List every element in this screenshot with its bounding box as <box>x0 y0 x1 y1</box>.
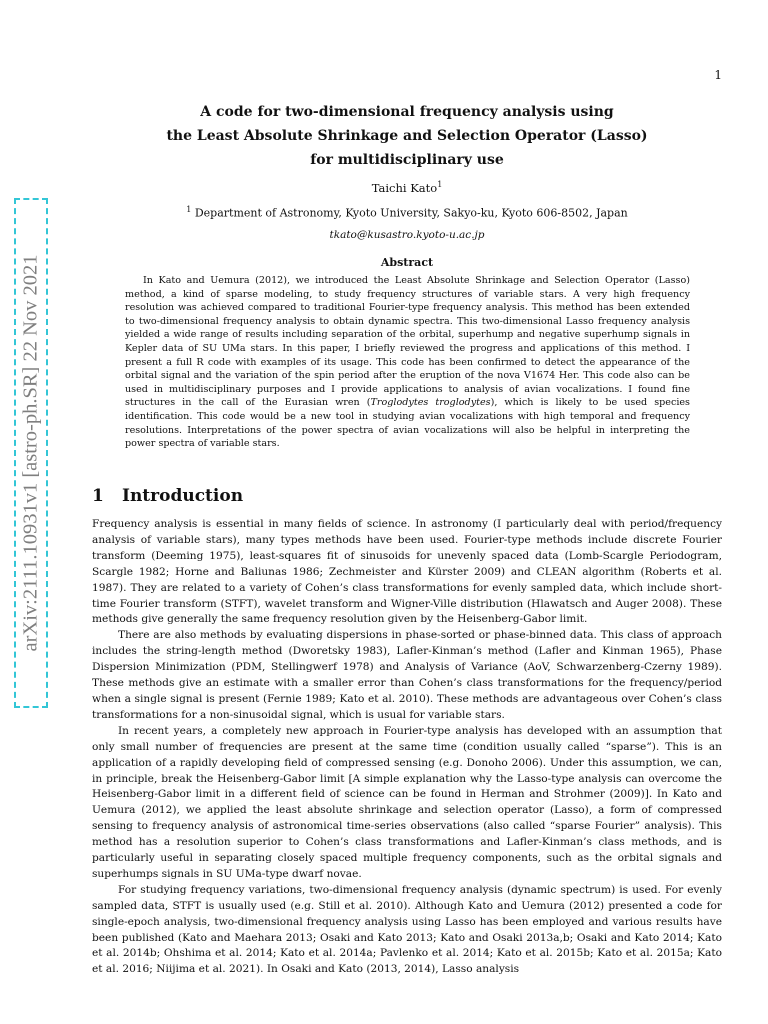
author <box>92 180 722 195</box>
abstract-text <box>125 274 690 451</box>
author-superscript: 1 <box>437 180 443 189</box>
title-line: for multidisciplinary use <box>310 152 504 168</box>
abstract-part: ), which is likely to be used species identification. This code would be a new tool in studying avian vocalizations with high temporal and frequency resolutions. Interpretations of the power spectra of avian vocalizations will also be helpful in interpreting the power spectra of variable stars. <box>125 397 690 450</box>
abstract-heading: Abstract <box>380 256 434 269</box>
body-text <box>92 517 722 978</box>
species-name: Troglodytes troglodytes <box>370 397 491 409</box>
title-line: A code for two-dimensional frequency analysis using <box>200 104 614 120</box>
paragraph: There are also methods by evaluating dispersions in phase-sorted or phase-binned data. This class of approach includes the string-length method (Dworetsky 1983), Lafler-Kinman’s method (Lafler and Kinman 1965), Phase Dispersion Minimization (PDM, Stellingwerf 1978) and Analysis of Variance (AoV, Schwarzenberg-Czerny 1989). These methods give an estimate with a smaller error than Cohen’s class transformations for the frequency/period when a single signal is present (Fernie 1989; Kato et al. 2010). These methods are advantageous over Cohen’s class transformations for a non-sinusoidal signal, which is usual for variable stars. <box>92 629 722 721</box>
arxiv-identifier: arXiv:2111.10931v1 [astro-ph.SR] 22 Nov 2021 <box>19 254 42 652</box>
section-number: 1 <box>92 486 104 506</box>
arxiv-stamp <box>14 198 48 708</box>
author-name: Taichi Kato <box>371 180 438 195</box>
section-title: Introduction <box>122 486 244 506</box>
affiliation-superscript: 1 <box>186 205 192 214</box>
affiliation <box>92 205 722 220</box>
page-number: 1 <box>714 68 722 82</box>
author-email: tkato@kusastro.kyoto-u.ac.jp <box>329 229 485 241</box>
section-heading <box>92 486 722 506</box>
paragraph: In recent years, a completely new approach in Fourier-type analysis has developed with an assumption that only small number of frequencies are present at the same time (condition usually called “sparse”). This is an application of a rapidly developing field of compressed sensing (e.g. Donoho 2006). Under this assumption, we can, in principle, break the Heisenberg-Gabor limit [A simple explanation why the Lasso-type analysis can overcome the Heisenberg-Gabor limit in a different field of science can be found in Herman and Strohmer (2009)]. In Kato and Uemura (2012), we applied the least absolute shrinkage and selection operator (Lasso), a form of compressed sensing to frequency analysis of astronomical time-series observations (also called “sparse Fourier” analysis). This method has a resolution superior to Cohen’s class transformations and Lafler-Kinman’s class methods, and is particularly useful in separating closely spaced multiple frequency components, such as the orbital signals and superhumps signals in SU UMa-type dwarf novae. <box>92 724 722 880</box>
paragraph: For studying frequency variations, two-dimensional frequency analysis (dynamic spectrum) is used. For evenly sampled data, STFT is usually used (e.g. Still et al. 2010). Although Kato and Uemura (2012) presented a code for single-epoch analysis, two-dimensional frequency analysis using Lasso has been employed and various results have been published (Kato and Maehara 2013; Osaki and Kato 2013; Kato and Osaki 2013a,b; Osaki and Kato 2014; Kato et al. 2014b; Ohshima et al. 2014; Kato et al. 2014a; Pavlenko et al. 2014; Kato et al. 2015b; Kato et al. 2015a; Kato et al. 2016; Niijima et al. 2021). In Osaki and Kato (2013, 2014), Lasso analysis <box>92 883 722 976</box>
paper-title <box>92 100 722 172</box>
title-line: the Least Absolute Shrinkage and Selection Operator (Lasso) <box>166 128 648 144</box>
abstract-part: In Kato and Uemura (2012), we introduced the Least Absolute Shrinkage and Selection Operator (Lasso) method, a kind of sparse modeling, to study frequency structures of variable stars. A very high frequency resolution was achieved compared to traditional Fourier-type frequency analysis. This method has been extended to two-dimensional frequency analysis to obtain dynamic spectra. This two-dimensional Lasso frequency analysis yielded a wide range of results including separation of the orbital, superhump and negative superhump signals in Kepler data of SU UMa stars. In this paper, I briefly reviewed the progress and applications of this method. I present a full R code with examples of its usage. This code has been confirmed to detect the appearance of the orbital signal and the variation of the spin period after the eruption of the nova V1674 Her. This code also can be used in multidisciplinary purposes and I provide applications to analysis of avian vocalizations. I found fine structures in the call of the Eurasian wren ( <box>125 275 690 409</box>
paragraph: Frequency analysis is essential in many fields of science. In astronomy (I particularly deal with period/frequency analysis of variable stars), many types methods have been used. Fourier-type methods include discrete Fourier transform (Deeming 1975), least-squares fit of sinusoids for unevenly spaced data (Lomb-Scargle Periodogram, Scargle 1982; Horne and Baliunas 1986; Zechmeister and Kürster 2009) and CLEAN algorithm (Roberts et al. 1987). They are related to a variety of Cohen’s class transformations for evenly sampled data, which include short-time Fourier transform (STFT), wavelet transform and Wigner-Ville distribution (Hlawatsch and Auger 2008). These methods give generally the same frequency resolution given by the Heisenberg-Gabor limit. <box>92 518 722 626</box>
affiliation-text: Department of Astronomy, Kyoto University, Sakyo-ku, Kyoto 606-8502, Japan <box>194 206 628 220</box>
